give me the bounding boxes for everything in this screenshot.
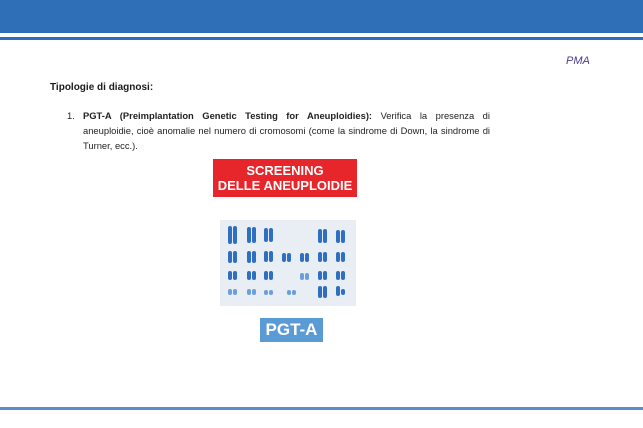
list-term: PGT-A (Preimplantation Genetic Testing for Aneuploidies): xyxy=(83,110,373,121)
chromosome xyxy=(252,289,256,295)
chromosome xyxy=(233,271,237,280)
chromosome xyxy=(318,286,322,298)
header-bar xyxy=(0,0,643,33)
chromosome xyxy=(247,271,251,280)
chromosome xyxy=(336,286,340,296)
chromosome xyxy=(233,289,237,295)
banner-line-1: SCREENING xyxy=(246,163,324,178)
chromosome xyxy=(318,229,322,243)
chromosome xyxy=(318,271,322,280)
screening-banner xyxy=(213,159,357,197)
chromosome xyxy=(323,271,327,280)
footer-rule xyxy=(0,407,643,410)
chromosome xyxy=(264,290,268,295)
list-text xyxy=(83,108,490,153)
chromosome xyxy=(323,229,327,243)
chromosome xyxy=(341,252,345,262)
chromosome xyxy=(341,289,345,295)
chromosome xyxy=(228,289,232,295)
chromosome xyxy=(336,271,340,280)
chromosome xyxy=(323,252,327,262)
chromosome xyxy=(247,227,251,243)
pgt-a-badge: PGT-A xyxy=(260,318,323,342)
list-description: Verifica la presenza di aneuploidie, cioè anomalie nel numero di cromosomi (come la sindrome di Down, la sindrome di Turner, ecc.). xyxy=(83,110,490,151)
chromosome xyxy=(269,290,273,295)
chromosome xyxy=(300,273,304,280)
section-heading: Tipologie di diagnosi: xyxy=(50,82,154,93)
chromosome xyxy=(336,252,340,262)
chromosome xyxy=(292,290,296,295)
chromosome xyxy=(287,253,291,262)
chromosome xyxy=(269,251,273,262)
chromosome xyxy=(228,271,232,280)
chromosome xyxy=(305,273,309,280)
chromosome xyxy=(264,251,268,262)
chromosome xyxy=(341,230,345,243)
chromosome xyxy=(300,253,304,262)
corner-label: PMA xyxy=(566,55,590,67)
chromosome xyxy=(269,228,273,242)
chromosome xyxy=(233,251,237,263)
chromosome xyxy=(305,253,309,262)
chromosome xyxy=(323,286,327,298)
chromosome xyxy=(247,289,251,295)
chromosome xyxy=(264,228,268,242)
chromosome xyxy=(228,226,232,244)
chromosome xyxy=(264,271,268,280)
chromosome xyxy=(318,252,322,262)
chromosome xyxy=(233,226,237,244)
header-rule xyxy=(0,37,643,40)
chromosome xyxy=(228,251,232,263)
chromosome xyxy=(252,271,256,280)
list-item xyxy=(67,108,490,153)
chromosome xyxy=(269,271,273,280)
chromosome xyxy=(247,251,251,263)
chromosome xyxy=(282,253,286,262)
banner-line-2: DELLE ANEUPLOIDIE xyxy=(217,178,353,193)
chromosome xyxy=(341,271,345,280)
karyotype-image xyxy=(220,220,356,306)
chromosome xyxy=(336,230,340,243)
list-number: 1. xyxy=(67,110,75,121)
chromosome xyxy=(287,290,291,295)
chromosome xyxy=(252,251,256,263)
chromosome xyxy=(252,227,256,243)
